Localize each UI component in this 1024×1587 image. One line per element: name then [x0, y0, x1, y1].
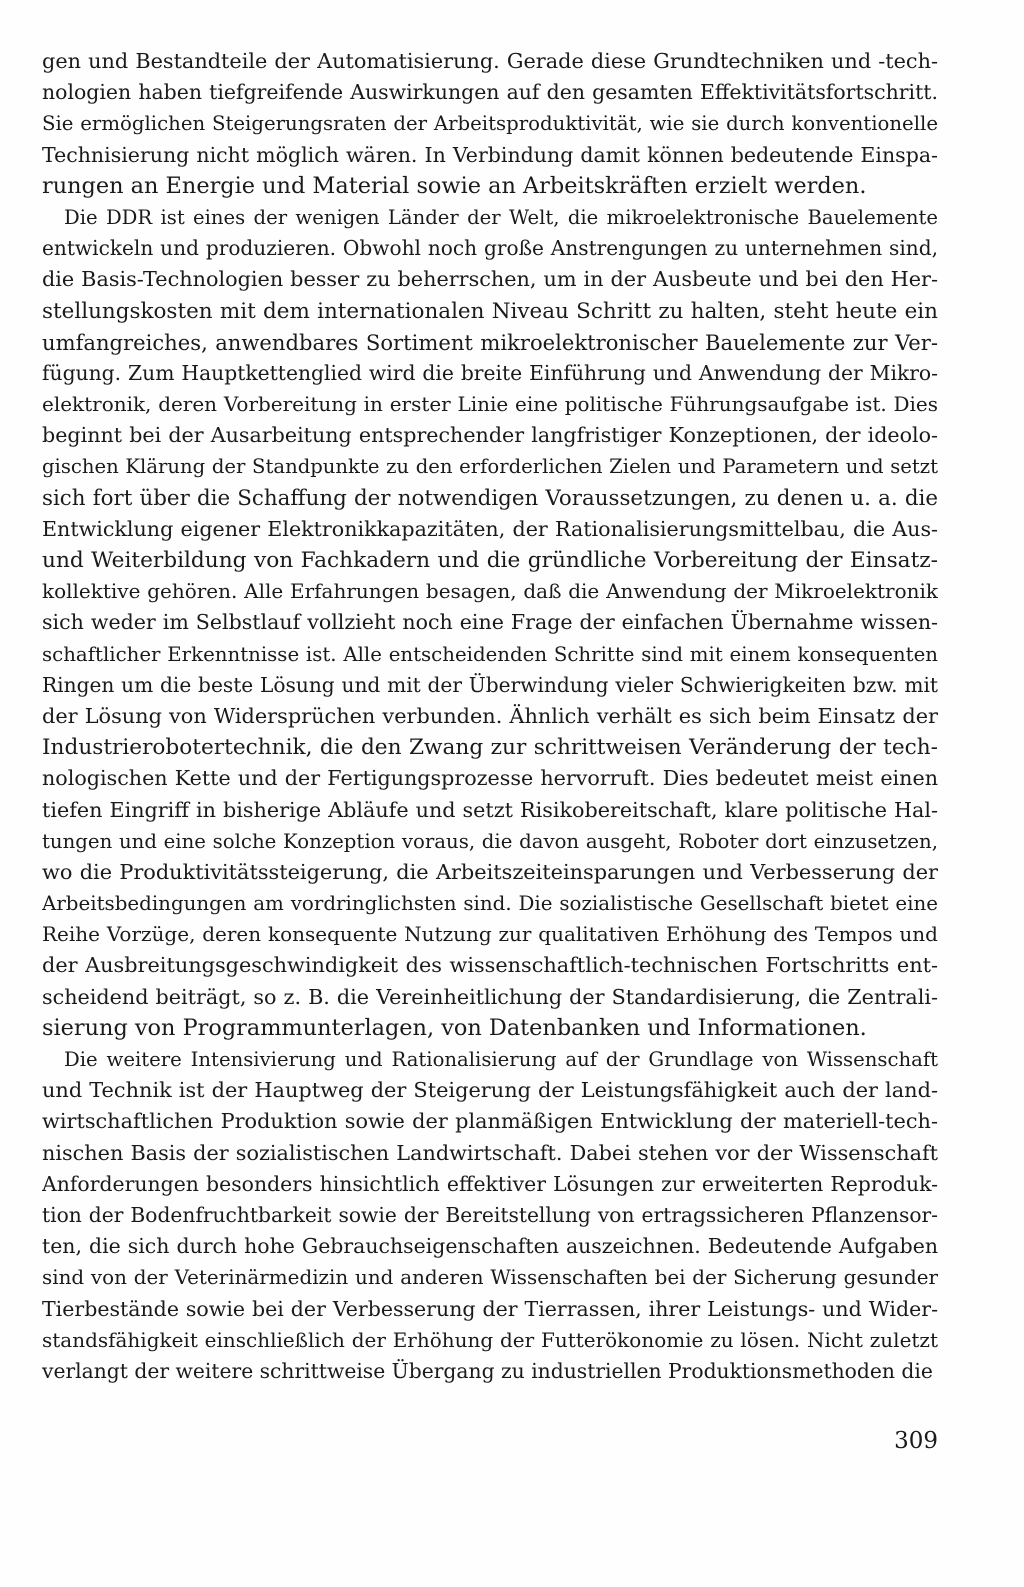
text-line: Industrierobotertechnik, die den Zwang zur schrittweisen Veränderung der tech- [42, 735, 938, 761]
text-line: nologischen Kette und der Fertigungsprozesse hervorruft. Dies bedeutet meist einen [42, 766, 938, 791]
text-line: Ringen um die beste Lösung und mit der Überwindung vieler Schwierigkeiten bzw. mit [42, 672, 938, 697]
text-line: sind von der Veterinärmedizin und anderen Wissenschaften bei der Sicherung gesunder [42, 1266, 938, 1290]
text-line: umfangreiches, anwendbares Sortiment mikroelektronischer Bauelemente zur Ver- [42, 329, 938, 355]
text-line: tungen und eine solche Konzeption voraus, die davon ausgeht, Roboter dort einzusetzen, [42, 829, 938, 853]
page-number: 309 [894, 1428, 938, 1454]
text-line: tion der Bodenfruchtbarkeit sowie der Bereitstellung von ertragssicheren Pflanzensor- [42, 1202, 938, 1227]
text-line: kollektive gehören. Alle Erfahrungen besagen, daß die Anwendung der Mikroelektronik [42, 579, 938, 604]
text-line: ten, die sich durch hohe Gebrauchseigenschaften auszeichnen. Bedeutende Aufgaben [42, 1234, 938, 1259]
text-line: Anforderungen besonders hinsichtlich effektiver Lösungen zur erweiterten Reproduk- [42, 1171, 938, 1196]
text-line: entwickeln und produzieren. Obwohl noch große Anstrengungen zu unternehmen sind, [42, 236, 938, 261]
text-line: scheidend beiträgt, so z. B. die Vereinheitlichung der Standardisierung, die Zentrali- [42, 984, 938, 1009]
text-line: standsfähigkeit einschließlich der Erhöhung der Futterökonomie zu lösen. Nicht zuletzt [42, 1327, 938, 1352]
text-line: beginnt bei der Ausarbeitung entsprechender langfristiger Konzeptionen, der ideolo- [42, 423, 938, 448]
text-line: rungen an Energie und Material sowie an Arbeitskräften erzielt werden. [42, 172, 867, 199]
paragraph [42, 1044, 938, 1387]
text-line: Tierbestände sowie bei der Verbesserung der Tierrassen, ihrer Leistungs- und Wider- [42, 1296, 938, 1321]
text-line: die Basis-Technologien besser zu beherrschen, um in der Ausbeute und bei den Her- [42, 267, 938, 292]
text-line: Entwicklung eigener Elektronikkapazitäten, der Rationalisierungsmittelbau, die Aus- [42, 516, 938, 541]
text-line: verlangt der weitere schrittweise Übergang zu industriellen Produktionsmethoden die [42, 1358, 933, 1383]
text-line: stellungskosten mit dem internationalen Niveau Schritt zu halten, steht heute ein [42, 298, 938, 324]
text-line: Sie ermöglichen Steigerungsraten der Arbeitsproduktivität, wie sie durch konventionelle [42, 112, 938, 136]
text-line: sich weder im Selbstlauf vollzieht noch eine Frage der einfachen Übernahme wissen- [42, 610, 938, 635]
text-line: der Lösung von Widersprüchen verbunden. Ähnlich verhält es sich beim Einsatz der [42, 703, 938, 728]
text-line: gen und Bestandteile der Automatisierung. Gerade diese Grundtechniken und -tech- [42, 49, 938, 73]
text-line: Die weitere Intensivierung und Rationalisierung auf der Grundlage von Wissenschaft [64, 1048, 938, 1071]
text-line: fügung. Zum Hauptkettenglied wird die breite Einführung und Anwendung der Mikro- [42, 360, 938, 385]
text-line: wo die Produktivitätssteigerung, die Arbeitszeiteinsparungen und Verbesserung der [42, 859, 938, 884]
paragraph [42, 202, 938, 1044]
text-line: Technisierung nicht möglich wären. In Verbindung damit können bedeutende Einspa- [42, 142, 938, 167]
text-line: Arbeitsbedingungen am vordringlichsten sind. Die sozialistische Gesellschaft bietet eine [42, 892, 938, 916]
text-line: und Technik ist der Hauptweg der Steigerung der Leistungsfähigkeit auch der land- [42, 1078, 938, 1103]
text-line: nologien haben tiefgreifende Auswirkungen auf den gesamten Effektivitätsfortschritt. [42, 80, 938, 105]
text-line: schaftlicher Erkenntnisse ist. Alle entscheidenden Schritte sind mit einem konsequenten [42, 642, 938, 666]
text-line: sierung von Programmunterlagen, von Datenbanken und Informationen. [42, 1014, 867, 1041]
text-line: nischen Basis der sozialistischen Landwirtschaft. Dabei stehen vor der Wissenschaft [42, 1140, 938, 1165]
text-line: sich fort über die Schaffung der notwendigen Voraussetzungen, zu denen u. a. die [42, 485, 938, 511]
paragraph [42, 46, 938, 202]
text-line: und Weiterbildung von Fachkadern und die gründliche Vorbereitung der Einsatz- [42, 548, 938, 573]
text-line: tiefen Eingriff in bisherige Abläufe und setzt Risikobereitschaft, klare politische Hal- [42, 797, 938, 822]
body-text [42, 46, 938, 1387]
text-line: elektronik, deren Vorbereitung in erster Linie eine politische Führungsaufgabe ist. Dies [42, 392, 938, 417]
text-line: Die DDR ist eines der wenigen Länder der Welt, die mikroelektronische Bauelemente [64, 205, 938, 229]
text-line: Reihe Vorzüge, deren konsequente Nutzung zur qualitativen Erhöhung des Tempos und [42, 922, 938, 947]
text-line: gischen Klärung der Standpunkte zu den erforderlichen Zielen und Parametern und setzt [42, 455, 938, 479]
text-line: wirtschaftlichen Produktion sowie der planmäßigen Entwicklung der materiell-tech- [42, 1109, 938, 1134]
text-line: der Ausbreitungsgeschwindigkeit des wissenschaftlich-technischen Fortschritts ent- [42, 953, 938, 978]
